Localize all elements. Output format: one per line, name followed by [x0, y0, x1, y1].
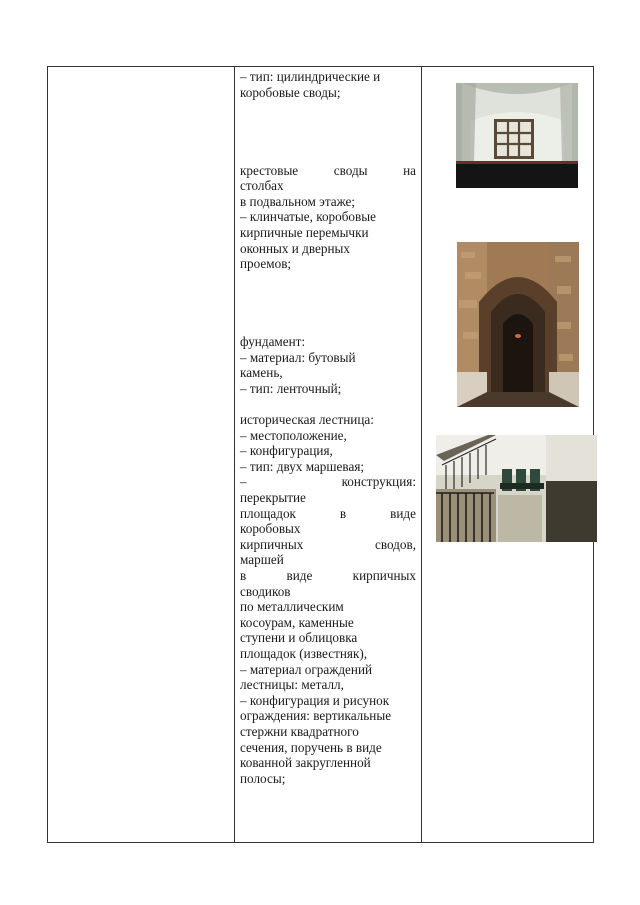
text-line: кованной закругленной	[240, 755, 371, 771]
text-line: сечения, поручень в виде	[240, 739, 382, 755]
word: кирпичных	[352, 568, 416, 584]
text-line: – клинчатые, коробовые	[240, 209, 376, 225]
text-line: ограждения: вертикальные	[240, 708, 392, 724]
staircase-photo	[436, 435, 597, 542]
text-line: фундамент:	[240, 334, 306, 350]
column-divider-2	[421, 67, 422, 842]
text-line: – местоположение,	[240, 427, 347, 443]
word: сводов,	[374, 536, 416, 552]
word: площадок	[240, 505, 296, 521]
text-line: – тип: ленточный;	[240, 380, 342, 396]
text-line-justified	[240, 568, 416, 584]
word: –	[240, 474, 247, 490]
text-line: маршей	[240, 552, 284, 568]
column-divider-1	[234, 67, 235, 842]
text-line: косоурам, каменные	[240, 614, 354, 630]
vaulted-window-photo	[456, 83, 578, 188]
text-line: по металлическим	[240, 599, 344, 615]
text-line: полосы;	[240, 770, 286, 786]
text-line: кирпичные перемычки	[240, 224, 369, 240]
text-line-justified	[240, 506, 416, 522]
text-line-justified	[240, 474, 416, 490]
text-line: проемов;	[240, 256, 292, 272]
description-column	[240, 69, 416, 786]
text-line: – материал ограждений	[240, 661, 373, 677]
word: крестовые	[240, 162, 299, 178]
document-table	[47, 66, 594, 843]
text-line: – тип: двух маршевая;	[240, 458, 365, 474]
text-line: ступени и облицовка	[240, 630, 358, 646]
text-line-justified	[240, 537, 416, 553]
text-line: стержни квадратного	[240, 723, 359, 739]
word: виде	[390, 505, 416, 521]
word: виде	[286, 568, 313, 584]
basement-corridor-photo	[457, 242, 579, 407]
text-line: лестницы: металл,	[240, 677, 344, 693]
text-line: коробовых	[240, 521, 301, 537]
text-line: – тип: цилиндрические и	[240, 69, 381, 84]
word: конструкция:	[341, 474, 416, 490]
text-line: площадок (известняк),	[240, 646, 368, 661]
text-line: столбах	[240, 178, 284, 194]
text-line: сводиков	[240, 583, 291, 599]
word: своды	[333, 162, 368, 178]
text-line-justified	[240, 163, 416, 179]
text-line: историческая лестница:	[240, 412, 374, 428]
text-line: коробовые своды;	[240, 84, 341, 100]
word: на	[403, 162, 416, 178]
text-line: оконных и дверных	[240, 240, 350, 256]
word: кирпичных	[240, 536, 304, 552]
word: в	[240, 568, 247, 584]
text-line: – конфигурация и рисунок	[240, 692, 390, 708]
text-line: – конфигурация,	[240, 443, 333, 459]
text-line: перекрытие	[240, 490, 306, 506]
word: в	[339, 505, 347, 521]
text-line: в подвальном этаже;	[240, 193, 356, 209]
text-line: камень,	[240, 365, 283, 381]
text-line: – материал: бутовый	[240, 349, 356, 365]
